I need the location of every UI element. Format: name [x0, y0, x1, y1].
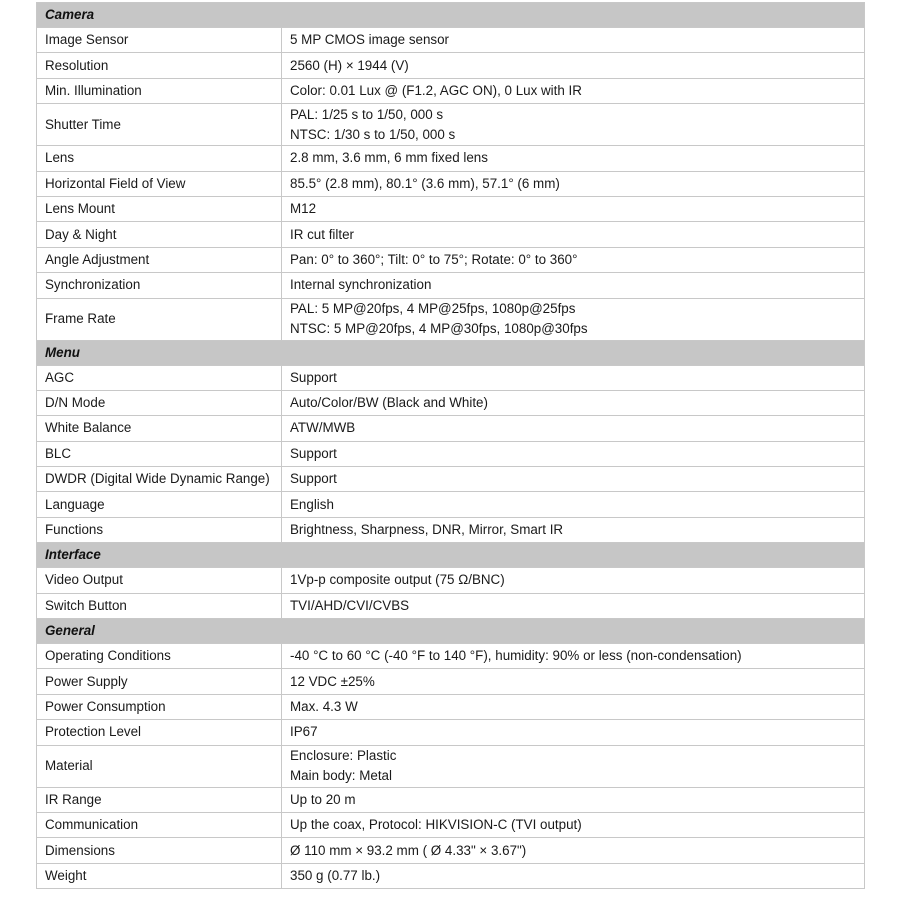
spec-value-line: NTSC: 5 MP@20fps, 4 MP@30fps, 1080p@30fps [290, 321, 588, 337]
spec-value-line: NTSC: 1/30 s to 1/50, 000 s [290, 126, 456, 142]
spec-row [37, 593, 865, 618]
spec-value [282, 104, 865, 146]
spec-row [37, 787, 865, 812]
spec-value [282, 568, 865, 593]
spec-value [282, 365, 865, 390]
spec-row [37, 222, 865, 247]
spec-value [282, 812, 865, 837]
spec-label: Video Output [37, 568, 282, 593]
spec-row [37, 517, 865, 542]
spec-row [37, 720, 865, 745]
spec-value-line: Support [290, 369, 337, 385]
spec-value-line: IP67 [290, 724, 318, 740]
spec-label: Weight [37, 863, 282, 888]
spec-value-line: PAL: 1/25 s to 1/50, 000 s [290, 106, 444, 122]
spec-value [282, 745, 865, 787]
spec-value-line: 1Vp-p composite output (75 Ω/BNC) [290, 572, 505, 588]
spec-row [37, 863, 865, 888]
spec-table-body [37, 3, 865, 889]
spec-label: Min. Illumination [37, 78, 282, 103]
spec-label: Lens [37, 146, 282, 171]
spec-row [37, 492, 865, 517]
section-title: Menu [37, 340, 865, 365]
spec-row [37, 694, 865, 719]
spec-row [37, 146, 865, 171]
spec-value [282, 171, 865, 196]
spec-label: Image Sensor [37, 28, 282, 53]
spec-table [36, 2, 865, 889]
spec-label: Shutter Time [37, 104, 282, 146]
spec-value-line: Brightness, Sharpness, DNR, Mirror, Smart IR [290, 522, 564, 538]
spec-label: Power Supply [37, 669, 282, 694]
spec-row [37, 298, 865, 340]
spec-value [282, 416, 865, 441]
spec-row [37, 365, 865, 390]
section-header-menu [37, 340, 865, 365]
spec-value [282, 492, 865, 517]
spec-row [37, 53, 865, 78]
spec-value-line: Color: 0.01 Lux @ (F1.2, AGC ON), 0 Lux with IR [290, 82, 582, 98]
spec-label: IR Range [37, 787, 282, 812]
spec-value [282, 222, 865, 247]
spec-value-line: Up the coax, Protocol: HIKVISION-C (TVI output) [290, 817, 582, 833]
spec-row [37, 416, 865, 441]
spec-label: Resolution [37, 53, 282, 78]
spec-value-line: 350 g (0.77 lb.) [290, 867, 381, 883]
section-title: General [37, 619, 865, 644]
spec-row [37, 669, 865, 694]
spec-row [37, 196, 865, 221]
spec-label: Synchronization [37, 273, 282, 298]
spec-value-line: Auto/Color/BW (Black and White) [290, 395, 488, 411]
spec-label: Functions [37, 517, 282, 542]
spec-value [282, 273, 865, 298]
spec-value [282, 78, 865, 103]
spec-value-line: Max. 4.3 W [290, 699, 358, 714]
spec-label: Power Consumption [37, 694, 282, 719]
spec-value-line: IR cut filter [290, 226, 354, 242]
spec-label: D/N Mode [37, 390, 282, 415]
spec-value-line: 12 VDC ±25% [290, 673, 375, 689]
spec-value [282, 593, 865, 618]
spec-row [37, 568, 865, 593]
spec-row [37, 644, 865, 669]
spec-value-line: Enclosure: Plastic [290, 748, 397, 764]
spec-row [37, 812, 865, 837]
spec-value [282, 517, 865, 542]
spec-value [282, 28, 865, 53]
spec-value [282, 694, 865, 719]
spec-label: Protection Level [37, 720, 282, 745]
spec-value-line: Internal synchronization [290, 277, 432, 293]
spec-value [282, 467, 865, 492]
spec-label: Communication [37, 812, 282, 837]
spec-value-line: Support [290, 471, 337, 487]
spec-value [282, 53, 865, 78]
spec-value-line: TVI/AHD/CVI/CVBS [290, 597, 410, 613]
spec-value-line: 2560 (H) × 1944 (V) [290, 57, 409, 73]
spec-label: Frame Rate [37, 298, 282, 340]
section-header-general [37, 619, 865, 644]
spec-value-line: M12 [290, 201, 317, 217]
spec-label: Day & Night [37, 222, 282, 247]
spec-value [282, 838, 865, 863]
spec-label: Switch Button [37, 593, 282, 618]
spec-value [282, 720, 865, 745]
spec-label: DWDR (Digital Wide Dynamic Range) [37, 467, 282, 492]
section-title: Camera [37, 3, 865, 28]
spec-value [282, 298, 865, 340]
spec-row [37, 247, 865, 272]
spec-value-line: 5 MP CMOS image sensor [290, 32, 450, 48]
spec-value [282, 196, 865, 221]
spec-value [282, 390, 865, 415]
spec-label: White Balance [37, 416, 282, 441]
section-header-camera [37, 3, 865, 28]
spec-label: BLC [37, 441, 282, 466]
spec-row [37, 390, 865, 415]
spec-value-line: 85.5° (2.8 mm), 80.1° (3.6 mm), 57.1° (6 mm) [290, 175, 560, 191]
spec-label: Dimensions [37, 838, 282, 863]
spec-value-line: PAL: 5 MP@20fps, 4 MP@25fps, 1080p@25fps [290, 301, 576, 317]
spec-value-line: ATW/MWB [290, 420, 356, 436]
spec-value-line: Up to 20 m [290, 791, 356, 807]
spec-value [282, 146, 865, 171]
spec-label: Material [37, 745, 282, 787]
spec-value-line: Ø 110 mm × 93.2 mm ( Ø 4.33" × 3.67") [290, 842, 527, 858]
section-header-interface [37, 543, 865, 568]
spec-row [37, 441, 865, 466]
spec-row [37, 838, 865, 863]
spec-value-line: Main body: Metal [290, 768, 392, 784]
spec-row [37, 745, 865, 787]
spec-row [37, 28, 865, 53]
spec-label: Horizontal Field of View [37, 171, 282, 196]
spec-value-line: Support [290, 445, 337, 461]
spec-label: Operating Conditions [37, 644, 282, 669]
spec-value [282, 669, 865, 694]
spec-label: Angle Adjustment [37, 247, 282, 272]
spec-value-line: English [290, 496, 334, 512]
spec-row [37, 467, 865, 492]
spec-row [37, 171, 865, 196]
spec-value-line: -40 °C to 60 °C (-40 °F to 140 °F), humidity: 90% or less (non-condensation) [290, 648, 742, 664]
spec-label: Lens Mount [37, 196, 282, 221]
spec-label: AGC [37, 365, 282, 390]
spec-row [37, 78, 865, 103]
spec-value [282, 644, 865, 669]
spec-value [282, 787, 865, 812]
spec-label: Language [37, 492, 282, 517]
section-title: Interface [37, 543, 865, 568]
spec-row [37, 104, 865, 146]
spec-value [282, 441, 865, 466]
spec-value [282, 863, 865, 888]
spec-value-line: 2.8 mm, 3.6 mm, 6 mm fixed lens [290, 150, 488, 166]
spec-value-line: Pan: 0° to 360°; Tilt: 0° to 75°; Rotate: 0° to 360° [290, 251, 578, 267]
spec-row [37, 273, 865, 298]
spec-value [282, 247, 865, 272]
